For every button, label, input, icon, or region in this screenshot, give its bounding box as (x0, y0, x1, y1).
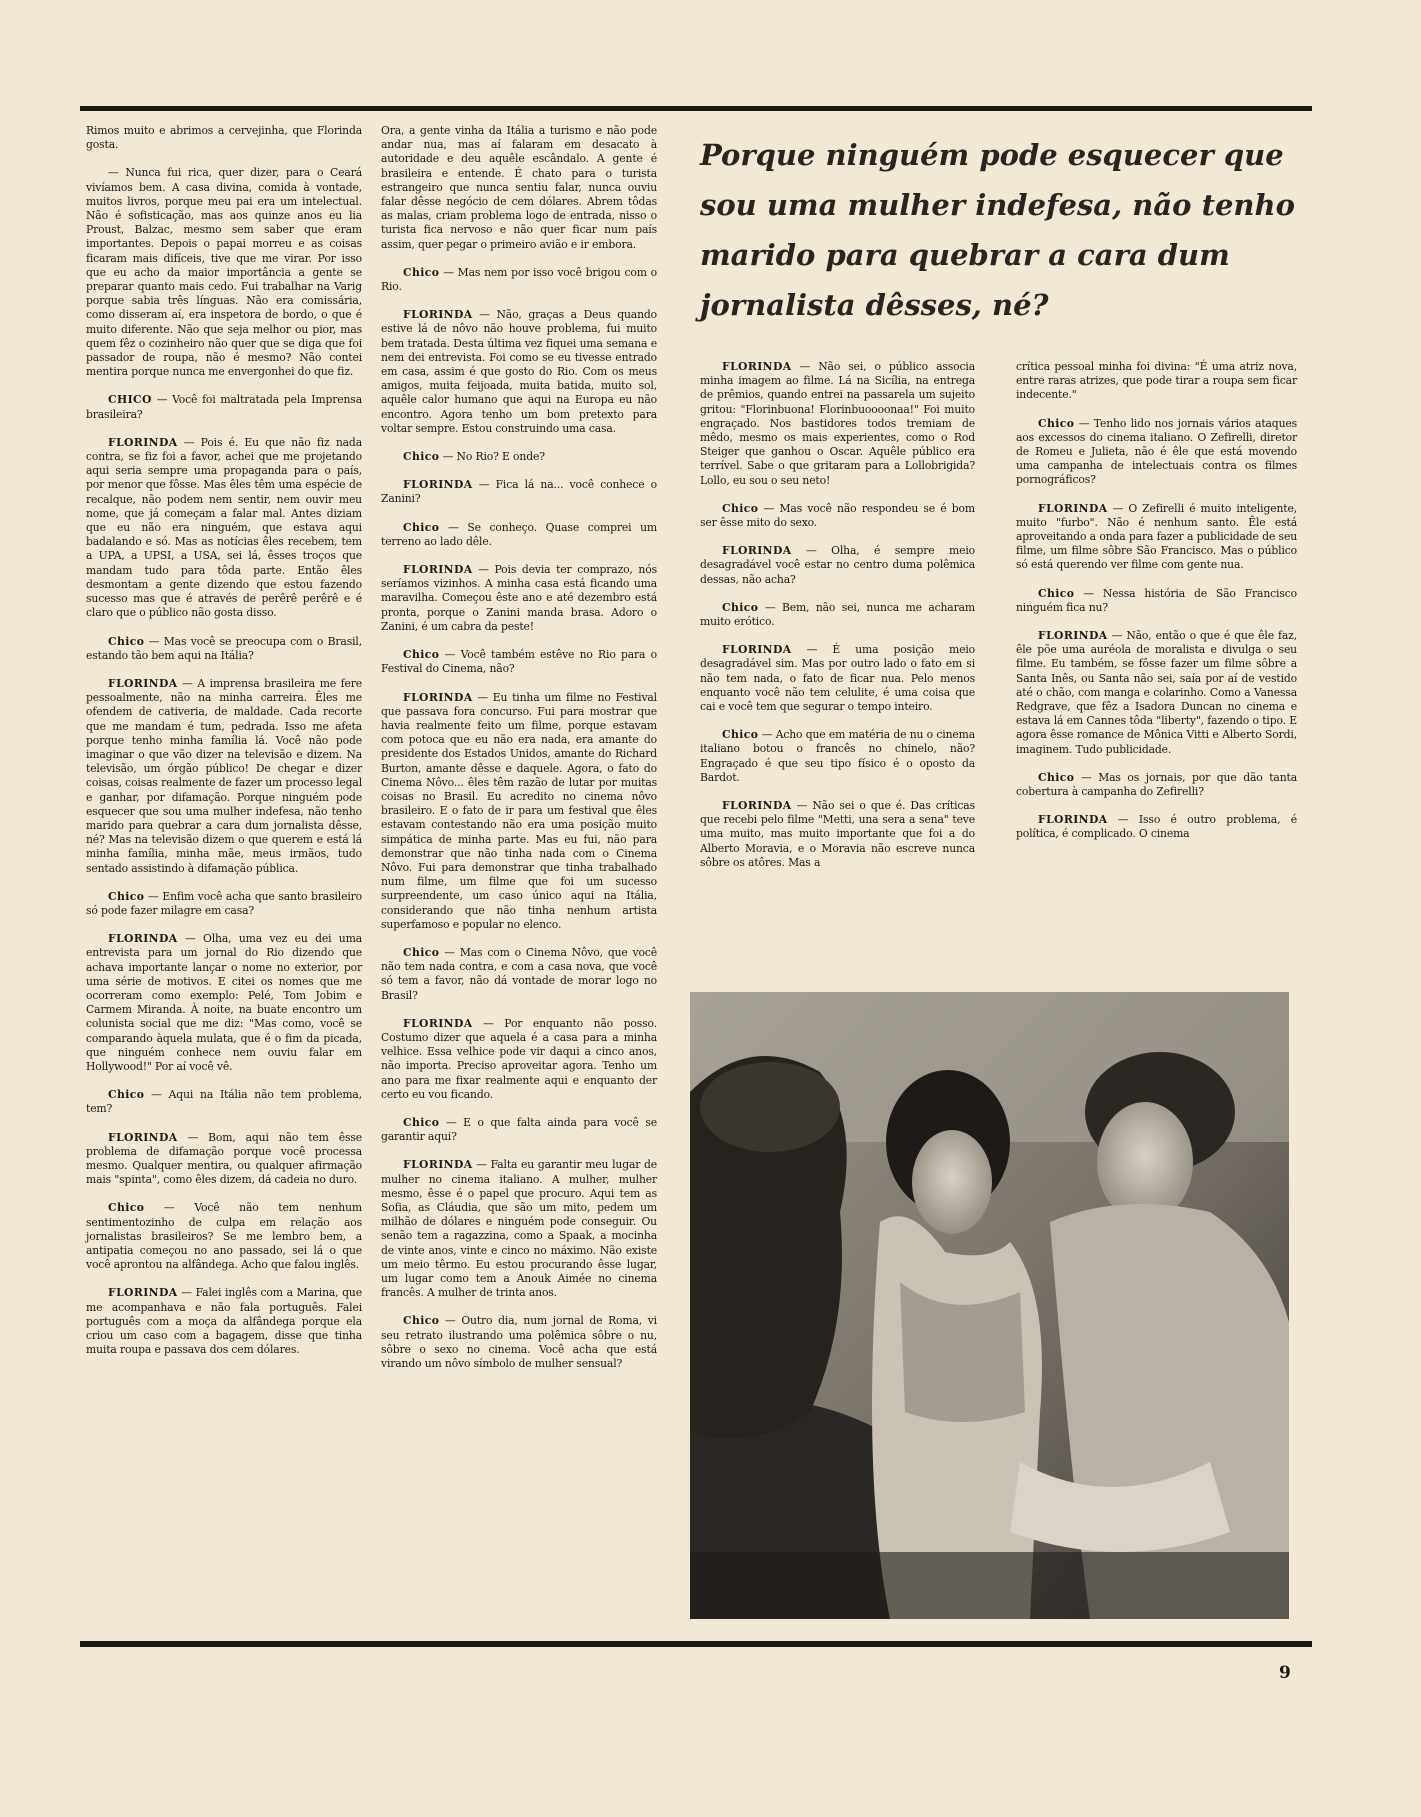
article-paragraph (1016, 502, 1297, 573)
speaker-name: Chico (108, 1088, 145, 1102)
paragraph-text: — Enfim você acha que santo brasileiro só pode fazer milagre em casa? (86, 889, 362, 917)
paragraph-text: — Outro dia, num jornal de Roma, vi seu retrato ilustrando uma polêmica sôbre o nu, sôbre o sexo no cinema. Você acha que está virando um nôvo símbolo de mulher sensual? (381, 1314, 657, 1371)
article-paragraph (86, 1201, 362, 1272)
article-paragraph (381, 691, 657, 932)
paragraph-text: — Bom, aqui não tem êsse problema de difamação porque você processa mesmo. Qualquer mentira, ou qualquer afirmação mais "spinta", como êles dizem, dá cadeia no duro. (86, 1130, 362, 1187)
article-paragraph (700, 544, 975, 587)
photo-icon (690, 992, 1289, 1619)
paragraph-text: — Nessa história de São Francisco ninguém fica nu? (1016, 586, 1297, 614)
paragraph-text: — Por enquanto não posso. Costumo dizer que aquela é a casa para a minha velhice. Essa velhice pode vir daqui a cinco anos, não importa. Preciso aproveitar agora. Tenho um ano para me fixar realmente aqui e enquanto der certo eu vou ficando. (381, 1016, 657, 1101)
speaker-name: FLORINDA (403, 1158, 473, 1172)
speaker-name: Chico (722, 501, 759, 515)
paragraph-text: — Aqui na Itália não tem problema, tem? (86, 1088, 362, 1116)
paragraph-text: — Se conheço. Quase comprei um terreno ao lado dêle. (381, 520, 657, 548)
paragraph-text: — Pois é. Eu que não fiz nada contra, se fiz foi a favor, achei que me projetando aqui seria sempre uma propaganda para o país, por menor que fôsse. Mas êles têm uma espécie de recalque, não podem nem sentir, nem ouvir meu nome, que já começam a falar mal. Antes diziam que eu não era ninguém, que estava aqui badalando e só. Mas as notícias êles recebem, tem a UPA, a UPSI, a USA, sei lá, êsses troços que mandam tudo para tôda parte. Então êles desmontam a gente dizendo que estou fazendo sucesso mas que é através de perêrê perêrê e é claro que o público não gosta disso. (86, 435, 362, 620)
speaker-name: Chico (1038, 770, 1075, 784)
article-paragraph (381, 308, 657, 436)
paragraph-text: — Não sei, o público associa minha imagem ao filme. Lá na Sicília, na entrega de prêmios, quando entrei na passarela um sujeito gritou: "Florinbuona! Florinbuoooonaa!" Foi muito engraçado. Nos bastidores todos tremiam de mêdo, mesmo os mais experientes, como o Rod Steiger que ganhou o Oscar. Aquêle público era terrível. Sabe o que gritaram para a Lollobrigida? Lollo, eu sou o seu neto! (700, 360, 975, 487)
article-paragraph (86, 1286, 362, 1357)
paragraph-text: — Tenho lido nos jornais vários ataques aos excessos do cinema italiano. O Zefirelli, diretor de Romeu e Julieta, não é êle que está movendo uma campanha de intelectuais contra os filmes pornográficos? (1016, 416, 1297, 487)
speaker-name: Chico (403, 520, 440, 534)
article-paragraph (700, 799, 975, 870)
paragraph-text: — Olha, uma vez eu dei uma entrevista para um jornal do Rio dizendo que achava importante lançar o nome no exterior, por uma série de motivos. E citei os nomes que me ocorreram como exemplo: Pelé, Tom Jobim e Carmem Miranda. À noite, na buate encontro um colunista social que me diz: "Mas como, você se comparando àquela mulata, que é o fim da picada, que ninguém conhece nem ouviu falar em Hollywood!" Por aí você vê. (86, 932, 362, 1073)
speaker-name: Chico (108, 1201, 145, 1215)
paragraph-text: — Você não tem nenhum sentimentozinho de culpa em relação aos jornalistas brasileiros? Se me lembro bem, a antipatia começou no ano passado, sei lá o que você aprontou na alfândega. Acho que falou inglês. (86, 1201, 362, 1272)
article-paragraph (381, 1017, 657, 1102)
article-paragraph (381, 1158, 657, 1300)
article-paragraph (381, 563, 657, 634)
article-paragraph (86, 635, 362, 663)
speaker-name: Chico (403, 1314, 440, 1328)
paragraph-text: — Olha, é sempre meio desagradável você estar no centro duma polêmica dessas, não acha? (700, 544, 975, 586)
article-paragraph (86, 677, 362, 876)
paragraph-text: — O Zefirelli é muito inteligente, muito "furbo". Não é nenhum santo. Êle está aproveitando a onda para fazer a publicidade de seu filme, um filme sôbre São Francisco. Mas o público só está querendo ver filme com gente nua. (1016, 501, 1297, 572)
paragraph-text: — Você foi maltratada pela Imprensa brasileira? (86, 393, 362, 421)
article-paragraph (381, 1116, 657, 1144)
speaker-name: Chico (108, 889, 145, 903)
paragraph-text: — Mas você se preocupa com o Brasil, estando tão bem aqui na Itália? (86, 634, 362, 662)
speaker-name: FLORINDA (108, 1286, 178, 1300)
paragraph-text: Rimos muito e abrimos a cervejinha, que Florinda gosta. (86, 124, 362, 152)
paragraph-text: — Mas os jornais, por que dão tanta cobertura à campanha do Zefirelli? (1016, 770, 1297, 799)
article-paragraph (86, 436, 362, 621)
bottom-rule (80, 1641, 1312, 1647)
paragraph-text: — Não sei o que é. Das críticas que recebi pelo filme "Metti, una sera a sena" teve uma muito, mas muito importante que foi a do Alberto Moravia, e o Moravia não escreve nunca sôbre os atôres. Mas a (700, 799, 975, 869)
article-paragraph (86, 393, 362, 421)
speaker-name: FLORINDA (1038, 501, 1108, 515)
paragraph-text: — No Rio? E onde? (442, 450, 545, 464)
article-paragraph (381, 478, 657, 506)
paragraph-text: — Fica lá na... você conhece o Zanini? (381, 478, 657, 506)
paragraph-text: — Falei inglês com a Marina, que me acompanhava e não fala português. Falei português com a moça da alfândega porque ela criou um caso com a bagagem, disse que tinha muita roupa e passava dos cem dólares. (86, 1286, 362, 1357)
speaker-name: Chico (403, 648, 440, 662)
paragraph-text: — Bem, não sei, nunca me acharam muito erótico. (700, 600, 975, 629)
speaker-name: Chico (722, 728, 759, 742)
article-paragraph (86, 890, 362, 918)
article-column-1 (86, 124, 362, 1371)
paragraph-text: — Pois devia ter comprazo, nós seríamos vizinhos. A minha casa está ficando uma maravilha. Começou êste ano e até dezembro está pronta, porque o Zanini manda brasa. Adoro o Zanini, é um cabra da peste! (381, 563, 657, 633)
article-column-2 (381, 124, 657, 1385)
speaker-name: Chico (403, 945, 440, 959)
speaker-name: FLORINDA (108, 932, 178, 946)
paragraph-text: — E o que falta ainda para você se garantir aqui? (381, 1115, 657, 1144)
article-paragraph (700, 601, 975, 629)
article-paragraph (381, 946, 657, 1003)
article-paragraph (381, 521, 657, 549)
article-paragraph (700, 502, 975, 530)
paragraph-text: — Mas com o Cinema Nôvo, que você não tem nada contra, e com a casa nova, que você só tem a favor, não dá vontade de morar logo no Brasil? (381, 945, 657, 1002)
article-paragraph (86, 1088, 362, 1116)
article-paragraph (1016, 629, 1297, 757)
speaker-name: Chico (403, 265, 440, 279)
paragraph-text: — Não, graças a Deus quando estive lá de nôvo não houve problema, fui muito bem tratada. Desta última vez fiquei uma semana e nem dei entrevista. Foi como se eu tivesse entrado em casa, assim é que gosto do Rio. Com os meus amigos, muita feijoada, muita batida, muito sol, aquêle calor humano que aqui na Europa eu não encontro. Agora tenho um bom pretexto para voltar sempre. Estou construindo uma casa. (381, 308, 657, 435)
paragraph-text: crítica pessoal minha foi divina: "É uma atriz nova, entre raras atrizes, que pode tirar a roupa sem ficar indecente." (1016, 360, 1297, 402)
speaker-name: FLORINDA (403, 1016, 473, 1030)
article-paragraph (1016, 360, 1297, 403)
article-column-3 (700, 360, 975, 884)
paragraph-text: — Não, então o que é que êle faz, êle põe uma auréola de moralista e divulga o seu filme. Eu também, se fôsse fazer um filme sôbre a Santa Inês, ou Santa não sei, saía por aí de vestido até o chão, com manga e colarinho. Como a Vanessa Redgrave, que fêz a Isadora Duncan no cinema e estava lá em Cannes tôda "liberty", fazendo o tipo. E agora êsse romance de Mônica Vitti e Alberto Sordi, imaginem. Tudo publicidade. (1016, 629, 1297, 756)
speaker-name: FLORINDA (403, 563, 473, 577)
speaker-name: FLORINDA (108, 435, 178, 449)
article-column-4 (1016, 360, 1297, 856)
speaker-name: Chico (722, 600, 759, 614)
speaker-name: FLORINDA (403, 690, 473, 704)
paragraph-text: — É uma posição meio desagradável sim. Mas por outro lado o fato em si não tem nada, o fato de ficar nua. Pelo menos enquanto você não tem celulite, é uma coisa que cai e você tem que segurar o tempo inteiro. (700, 643, 975, 714)
speaker-name: FLORINDA (108, 1130, 178, 1144)
speaker-name: Chico (403, 450, 440, 464)
speaker-name: FLORINDA (403, 308, 473, 322)
article-paragraph (86, 932, 362, 1074)
paragraph-text: — Acho que em matéria de nu o cinema italiano botou o francês no chinelo, não? Engraçado é que seu tipo físico é o oposto da Bardot. (700, 728, 975, 784)
article-paragraph (381, 124, 657, 252)
article-paragraph (86, 1131, 362, 1188)
speaker-name: FLORINDA (403, 478, 473, 492)
speaker-name: Chico (108, 634, 145, 648)
article-paragraph (381, 1314, 657, 1371)
speaker-name: FLORINDA (108, 676, 178, 690)
article-paragraph (381, 266, 657, 294)
speaker-name: FLORINDA (722, 799, 792, 813)
paragraph-text: — Isso é outro problema, é política, é complicado. O cinema (1016, 813, 1297, 841)
speaker-name: FLORINDA (722, 360, 792, 373)
paragraph-text: Ora, a gente vinha da Itália a turismo e não pode andar nua, mas aí falaram em desacato à autoridade e deu aquêle escândalo. A gente é brasileira e entende. É chato para o turista estrangeiro que nunca sentiu falar, nunca ouviu falar dêsse negócio de cem dólares. Abrem tôdas as malas, criam problema logo de entrada, nisso o turista fica nervoso e não quer ficar num país assim, quer pegar o primeiro avião e ir embora. (381, 124, 657, 251)
article-paragraph (86, 124, 362, 152)
article-paragraph (1016, 771, 1297, 799)
paragraph-text: — Você também estêve no Rio para o Festival do Cinema, não? (381, 648, 657, 676)
paragraph-text: — Mas você não respondeu se é bom ser êsse mito do sexo. (700, 501, 975, 530)
paragraph-text: — Eu tinha um filme no Festival que passava fora concurso. Fui para mostrar que havia realmente feito um filme, porque estavam com potoca que eu não era nada, era amante do presidente dos Estados Unidos, amante do Richard Burton, amante dêsse e daquele. Agora, o fato do Cinema Nôvo... êles têm razão de lutar por muitas coisas no Brasil. Eu acredito no cinema nôvo brasileiro. E o fato de ir para um festival que êles estavam contestando não era uma posição muito simpática de minha parte. Mas eu fui, não para demonstrar que não tinha nada com o Cinema Nôvo. Fui para demonstrar que tinha trabalhado num filme, um filme que foi um sucesso surpreendente, um caso único aqui na Itália, considerando que não tinha nenhum artista superfamoso e popular no elenco. (381, 690, 657, 931)
paragraph-text: — Mas nem por isso você brigou com o Rio. (381, 265, 657, 294)
speaker-name: Chico (1038, 586, 1075, 600)
article-paragraph (700, 360, 975, 488)
speaker-name: FLORINDA (722, 544, 792, 558)
pull-quote: Porque ninguém pode esquecer que sou uma mulher indefesa, não tenho marido para quebrar a cara dum jornalista dêsses, né? (700, 138, 1295, 322)
article-paragraph (700, 728, 975, 785)
article-paragraph (1016, 417, 1297, 488)
page-number: 9 (1279, 1663, 1291, 1683)
article-paragraph (381, 450, 657, 464)
speaker-name: FLORINDA (722, 643, 792, 657)
speaker-name: Chico (1038, 416, 1075, 430)
article-paragraph (381, 648, 657, 676)
speaker-name: FLORINDA (1038, 813, 1108, 827)
speaker-name: Chico (403, 1115, 440, 1129)
speaker-name: CHICO (108, 393, 152, 407)
top-rule (80, 106, 1312, 111)
article-paragraph (700, 643, 975, 714)
film-still-photo (690, 992, 1289, 1619)
article-paragraph (1016, 587, 1297, 615)
article-paragraph (1016, 813, 1297, 841)
paragraph-text: — Falta eu garantir meu lugar de mulher no cinema italiano. A mulher, mulher mesmo, êsse é o papel que procuro. Aqui tem as Sofia, as Cláudia, que são um mito, pedem um milhão de dólares e ninguém pode conseguir. Ou senão tem a ragazzina, como a Spaak, a mocinha de vinte anos, vinte e cinco no máximo. Não existe um meio têrmo. Eu estou procurando êsse lugar, um lugar como tem a Anouk Aimée no cinema francês. A mulher de trinta anos. (381, 1158, 657, 1300)
paragraph-text: — Nunca fui rica, quer dizer, para o Ceará vivíamos bem. A casa divina, comida à vontade, muitos livros, porque meu pai era um intelectual. Não é sofisticação, mas aos quinze anos eu lia Proust, Balzac, mesmo sem saber que eram importantes. Depois o papai morreu e as coisas ficaram mais difíceis, tive que me virar. Por isso que eu acho da maior importância a gente se preparar quanto mais cedo. Fui trabalhar na Varig porque sabia três línguas. Não era comissária, como disseram aí, era inspetora de bordo, o que é muito diferente. Não que seja melhor ou pior, mas quem fêz o cozinheiro não quer que se diga que foi passador de roupa, não é mesmo? Não contei mentira porque nunca me envergonhei do que fiz. (86, 166, 362, 379)
article-paragraph (86, 166, 362, 379)
paragraph-text: — A imprensa brasileira me fere pessoalmente, não na minha carreira. Êles me ofendem de cativeria, de maldade. Cada recorte que me mandam é tum, pedrada. Isso me afeta porque tenho minha família lá. Você não pode imaginar o que vão dizer na televisão e dizem. Na televisão, um órgão público! De chegar e dizer coisas, coisas realmente de fazer um processo legal e ganhar, por difamação. Porque ninguém pode esquecer que sou uma mulher indefesa, não tenho marido para quebrar a cara dum jornalista dêsse, né? Mas na televisão dizem o que querem e está lá minha família, minha mãe, meus irmãos, tudo sentado assistindo à difamação pública. (86, 676, 362, 875)
speaker-name: FLORINDA (1038, 629, 1108, 643)
